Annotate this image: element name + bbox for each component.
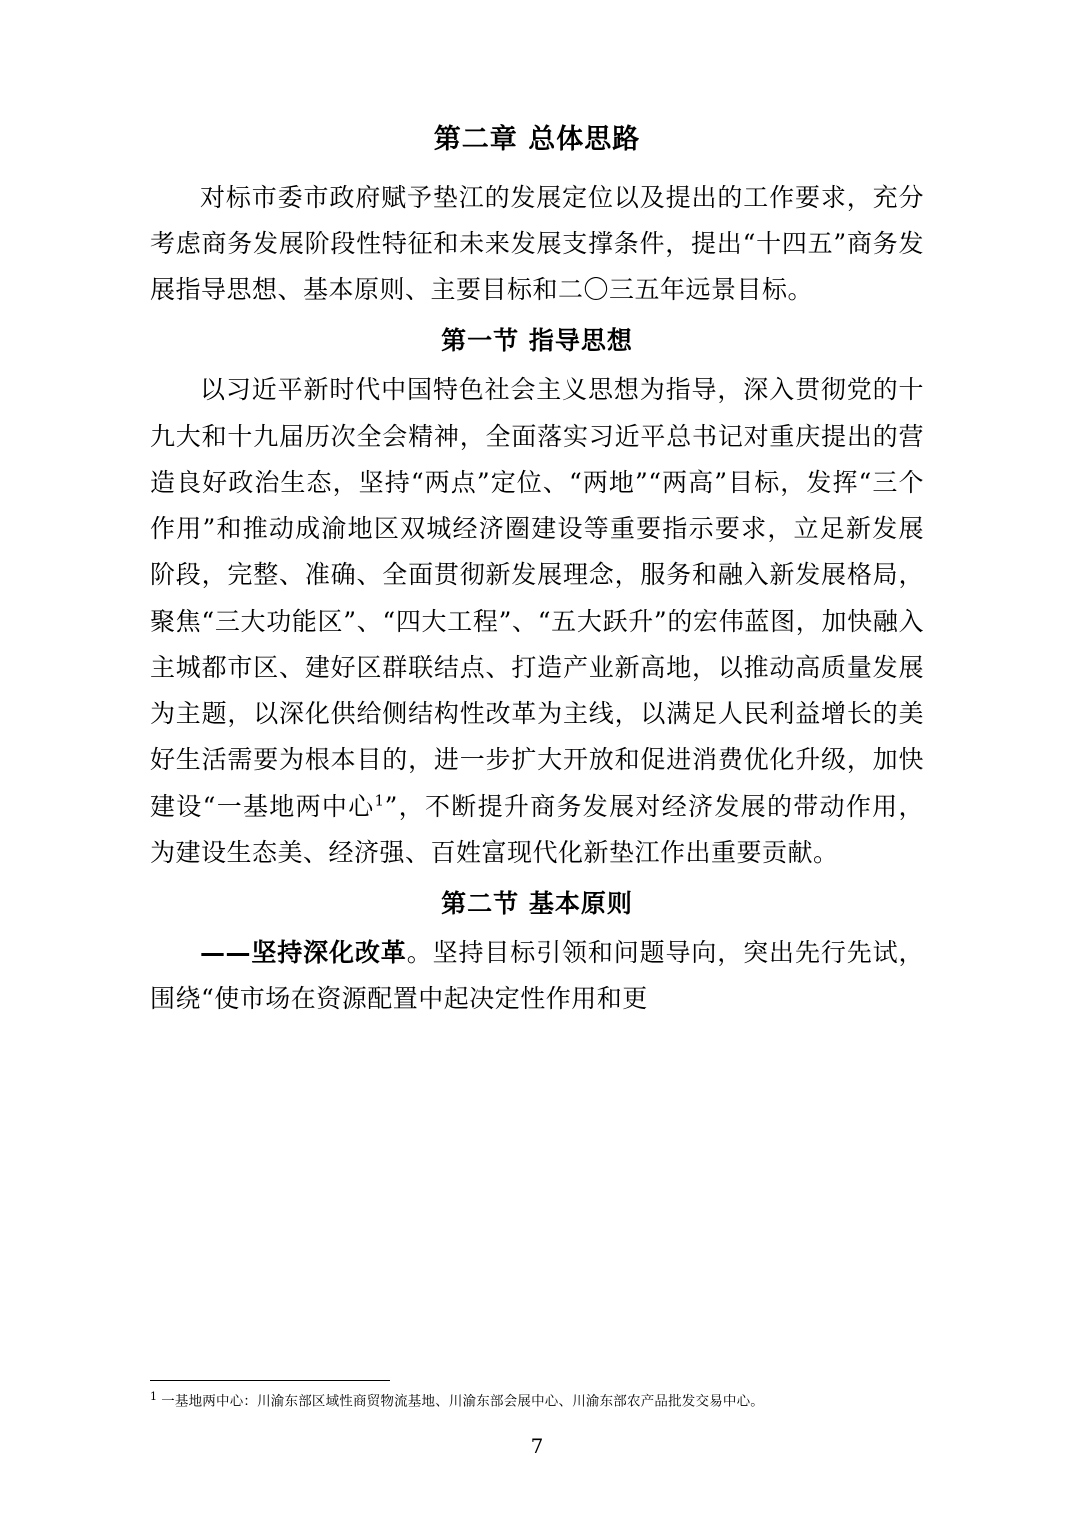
section-title-basic-principles: 第二节 基本原则 [441,889,633,918]
footnote-text: 一基地两中心：川渝东部区域性商贸物流基地、川渝东部会展中心、川渝东部农产品批发交易中心。 [161,1393,765,1410]
intro-paragraph: 对标市委市政府赋予垫江的发展定位以及提出的工作要求，充分考虑商务发展阶段性特征和未来发展支撑条件，提出“十四五”商务发展指导思想、基本原则、主要目标和二〇三五年远景目标。 [150,182,924,304]
page-number: 7 [530,1434,544,1458]
footnote-entry [150,1389,924,1412]
chapter-title: 第二章 总体思路 [433,124,641,155]
guiding-thought-text-part1: 以习近平新时代中国特色社会主义思想为指导，深入贯彻党的十九大和十九届历次全会精神，全面落实习近平总书记对重庆提出的营造良好政治生态，坚持“两点”定位、“两地”“两高”目标，发挥“三个作用”和推动成渝地区双城经济圈建设等重要指示要求，立足新发展阶段，完整、准确、全面贯彻新发展理念，服务和融入新发展格局，聚焦“三大功能区”、“四大工程”、“五大跃升”的宏伟蓝图，加快融入主城都市区、建好区群联结点、打造产业新高地，以推动高质量发展为主题，以深化供给侧结构性改革为主线，以满足人民利益增长的美好生活需要为根本目的，进一步扩大开放和促进消费优化升级，加快建设“一基地两中心 [150,375,924,821]
section-title-guiding-thought: 第一节 指导思想 [441,326,633,356]
principle-lead-label: ——坚持深化改革 [200,938,407,967]
principle-paragraph-deepen-reform [150,930,924,1023]
guiding-thought-paragraph [150,367,924,876]
guiding-thought-text-part2: ”，不断提升商务发展对经济发展的带动作用，为建设生态美、经济强、百姓富现代化新垫江作出重要贡献。 [150,791,924,867]
footnote-number: 1 [150,1390,158,1404]
principle-body-text: 。坚持目标引领和问题导向，突出先行先试，围绕“使市场在资源配置中起决定性作用和更 [150,938,924,1014]
footnote-reference-marker: 1 [374,791,385,810]
footnote-area [150,1380,924,1412]
footnote-separator [150,1380,390,1381]
